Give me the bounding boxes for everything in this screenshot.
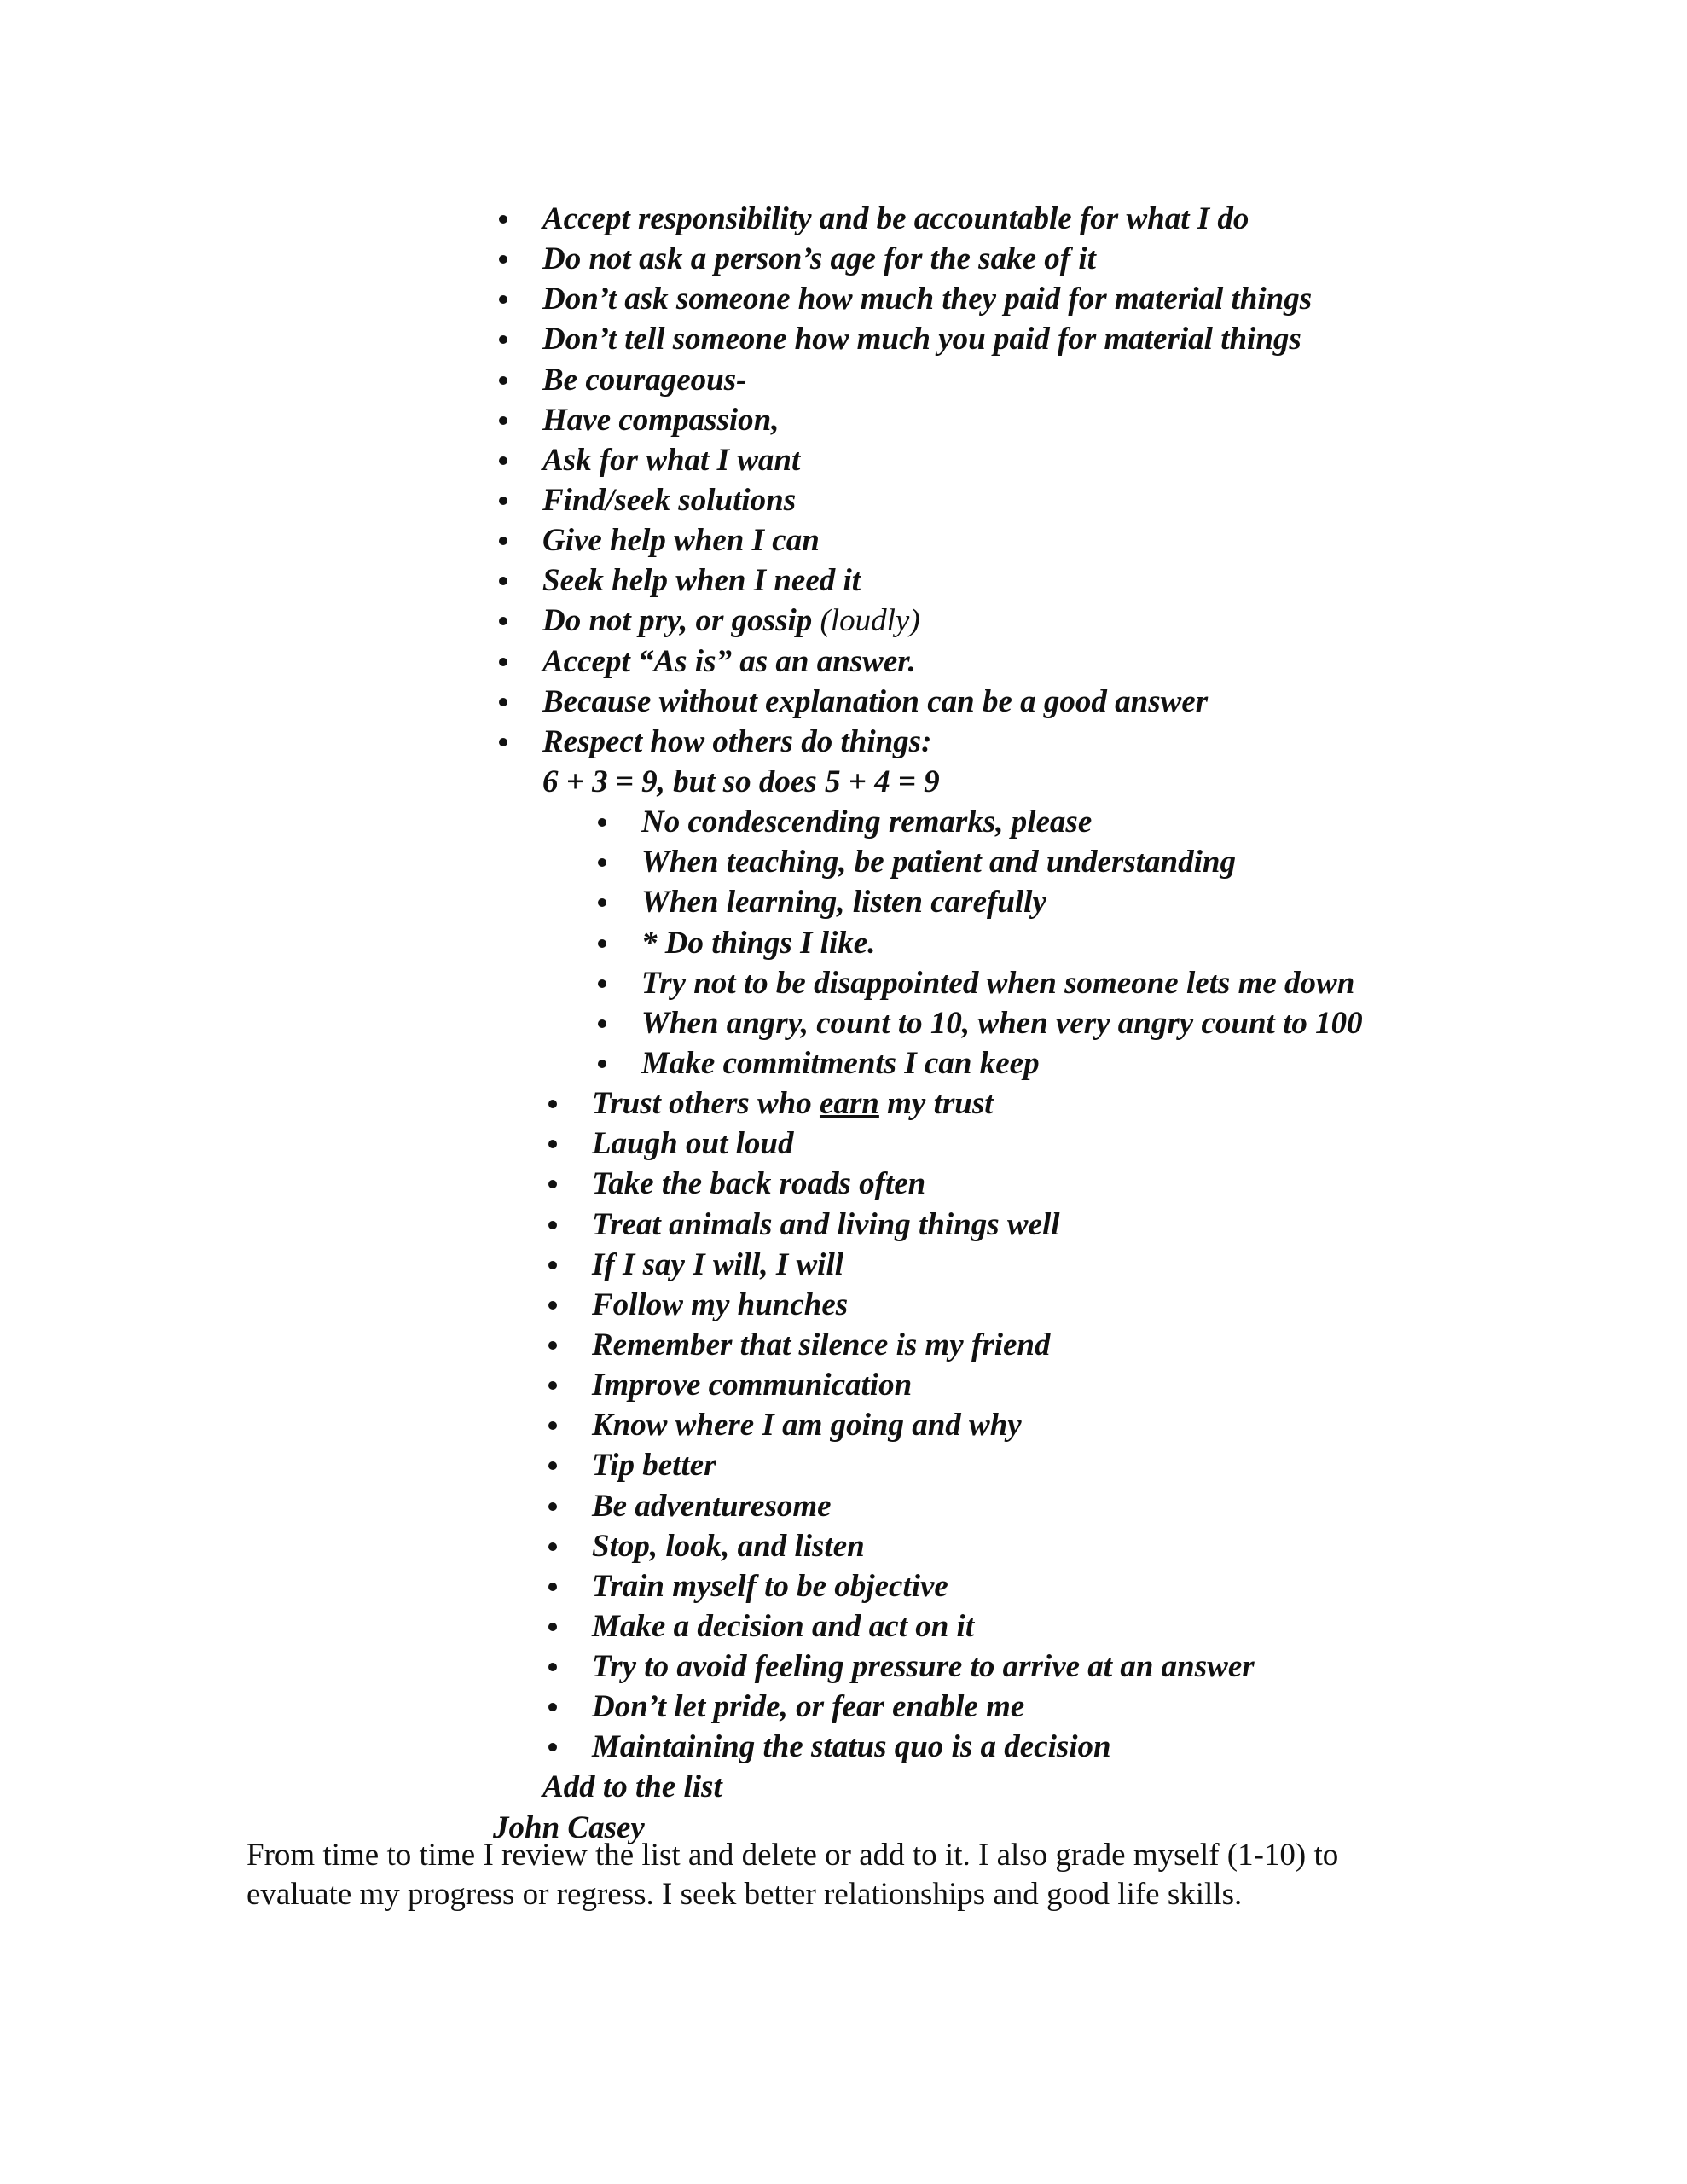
sub-list-item-text: Try not to be disappointed when someone lets me down [641,965,1355,1001]
list-item-text: Treat animals and living things well [592,1206,1060,1242]
sub-list-item-text: No condescending remarks, please [641,804,1093,840]
list-item-trust [0,1083,1687,1124]
list-item-text: Laugh out loud [592,1126,794,1162]
list-item [0,1566,1687,1606]
trust-underlined: earn [819,1086,879,1122]
list-item-text: Ask for what I want [542,442,801,478]
list-item [0,1647,1687,1687]
paragraph-line: evaluate my progress or regress. I seek better relationships and good life skills. [246,1877,1243,1912]
list-item-text: Follow my hunches [592,1287,849,1322]
sub-list-item-text: When angry, count to 10, when very angry count to 100 [641,1005,1363,1041]
sub-list-item [0,1043,1687,1083]
list-item [0,400,1687,440]
math-text: 6 + 3 = 9, but so does 5 + 4 = 9 [542,764,940,799]
list-item [0,480,1687,520]
list-item-text: Because without explanation can be a good answer [542,683,1209,719]
list-item [0,642,1687,682]
sub-list-item-text: * Do things I like. [641,925,876,961]
list-item [0,601,1687,641]
paragraph-line: From time to time I review the list and delete or add to it. I also grade myself (1-10) to [246,1838,1339,1873]
list-item [0,1727,1687,1767]
list-item-text: Give help when I can [542,523,820,559]
list-item [0,279,1687,319]
list-item [0,1124,1687,1164]
list-item [0,722,1687,762]
list-item-text: Do not ask a person’s age for the sake of it [542,241,1096,277]
sub-list-item-text: When learning, listen carefully [641,885,1046,921]
list-item [0,1325,1687,1365]
list-item-text: Seek help when I need it [542,563,861,599]
sub-list-item [0,1003,1687,1043]
math-line [0,762,1687,802]
list-item-text: Find/seek solutions [542,482,797,518]
list-item-text: Remember that silence is my friend [592,1327,1051,1362]
list-item-text: Accept responsibility and be accountable for what I do [542,201,1249,236]
list-item-text: Tip better [592,1448,716,1484]
list-item-text: Respect how others do things: [542,723,932,759]
list-item [0,1365,1687,1405]
list-item-text: Accept “As is” as an answer. [542,643,916,679]
list-item-text: Be courageous- [542,362,747,398]
list-item [0,1606,1687,1647]
sub-list-item [0,842,1687,882]
trust-after: my trust [878,1086,994,1122]
list-item-text: Know where I am going and why [592,1408,1022,1443]
list-item [0,520,1687,561]
list-item-text: Try to avoid feeling pressure to arrive at an answer [592,1649,1255,1685]
gossip-text: Do not pry, or gossip [542,603,813,639]
list-item [0,1285,1687,1325]
list-item [0,199,1687,239]
list-item-text: Be adventuresome [592,1488,832,1524]
list-item [0,1405,1687,1445]
list-item [0,1526,1687,1566]
list-item-text: Train myself to be objective [592,1568,948,1604]
list-item-text: Maintaining the status quo is a decision [592,1729,1111,1765]
gossip-parenthetical: (loudly) [820,603,920,639]
sub-list-item-text: Make commitments I can keep [641,1045,1040,1081]
add-to-list-line [0,1767,1687,1807]
sub-list-item [0,923,1687,963]
list-item [0,1486,1687,1526]
list-item-text: Don’t ask someone how much they paid for material things [542,282,1313,317]
list-item [0,440,1687,480]
list-item-text [592,1083,994,1124]
list-item-text: Stop, look, and listen [592,1528,865,1564]
closing-paragraph [246,1836,1526,1914]
list-item [0,561,1687,601]
list-item [0,239,1687,279]
list-item [0,1687,1687,1727]
sub-list-item-text: When teaching, be patient and understanding [641,845,1236,880]
list-item-text: Don’t tell someone how much you paid for material things [542,322,1301,357]
list-item [0,1205,1687,1245]
list-item-text: Don’t let pride, or fear enable me [592,1689,1025,1725]
trust-before: Trust others who [592,1086,820,1122]
list-item [0,319,1687,359]
list-item-text: Make a decision and act on it [592,1608,975,1644]
list-item [0,1245,1687,1285]
sub-list-item [0,802,1687,842]
list-item-text: If I say I will, I will [592,1246,844,1282]
sub-list-item [0,882,1687,922]
add-to-list-text: Add to the list [542,1769,722,1805]
personal-rules-list [0,199,1687,1848]
list-item-text [542,601,920,641]
list-item-text: Improve communication [592,1368,913,1403]
list-item [0,1445,1687,1485]
list-item-text: Take the back roads often [592,1166,926,1202]
signature: John Casey [493,1809,645,1845]
list-item-text: Have compassion, [542,402,780,438]
sub-list-item [0,963,1687,1003]
list-item [0,682,1687,722]
list-item [0,360,1687,400]
list-item [0,1164,1687,1204]
